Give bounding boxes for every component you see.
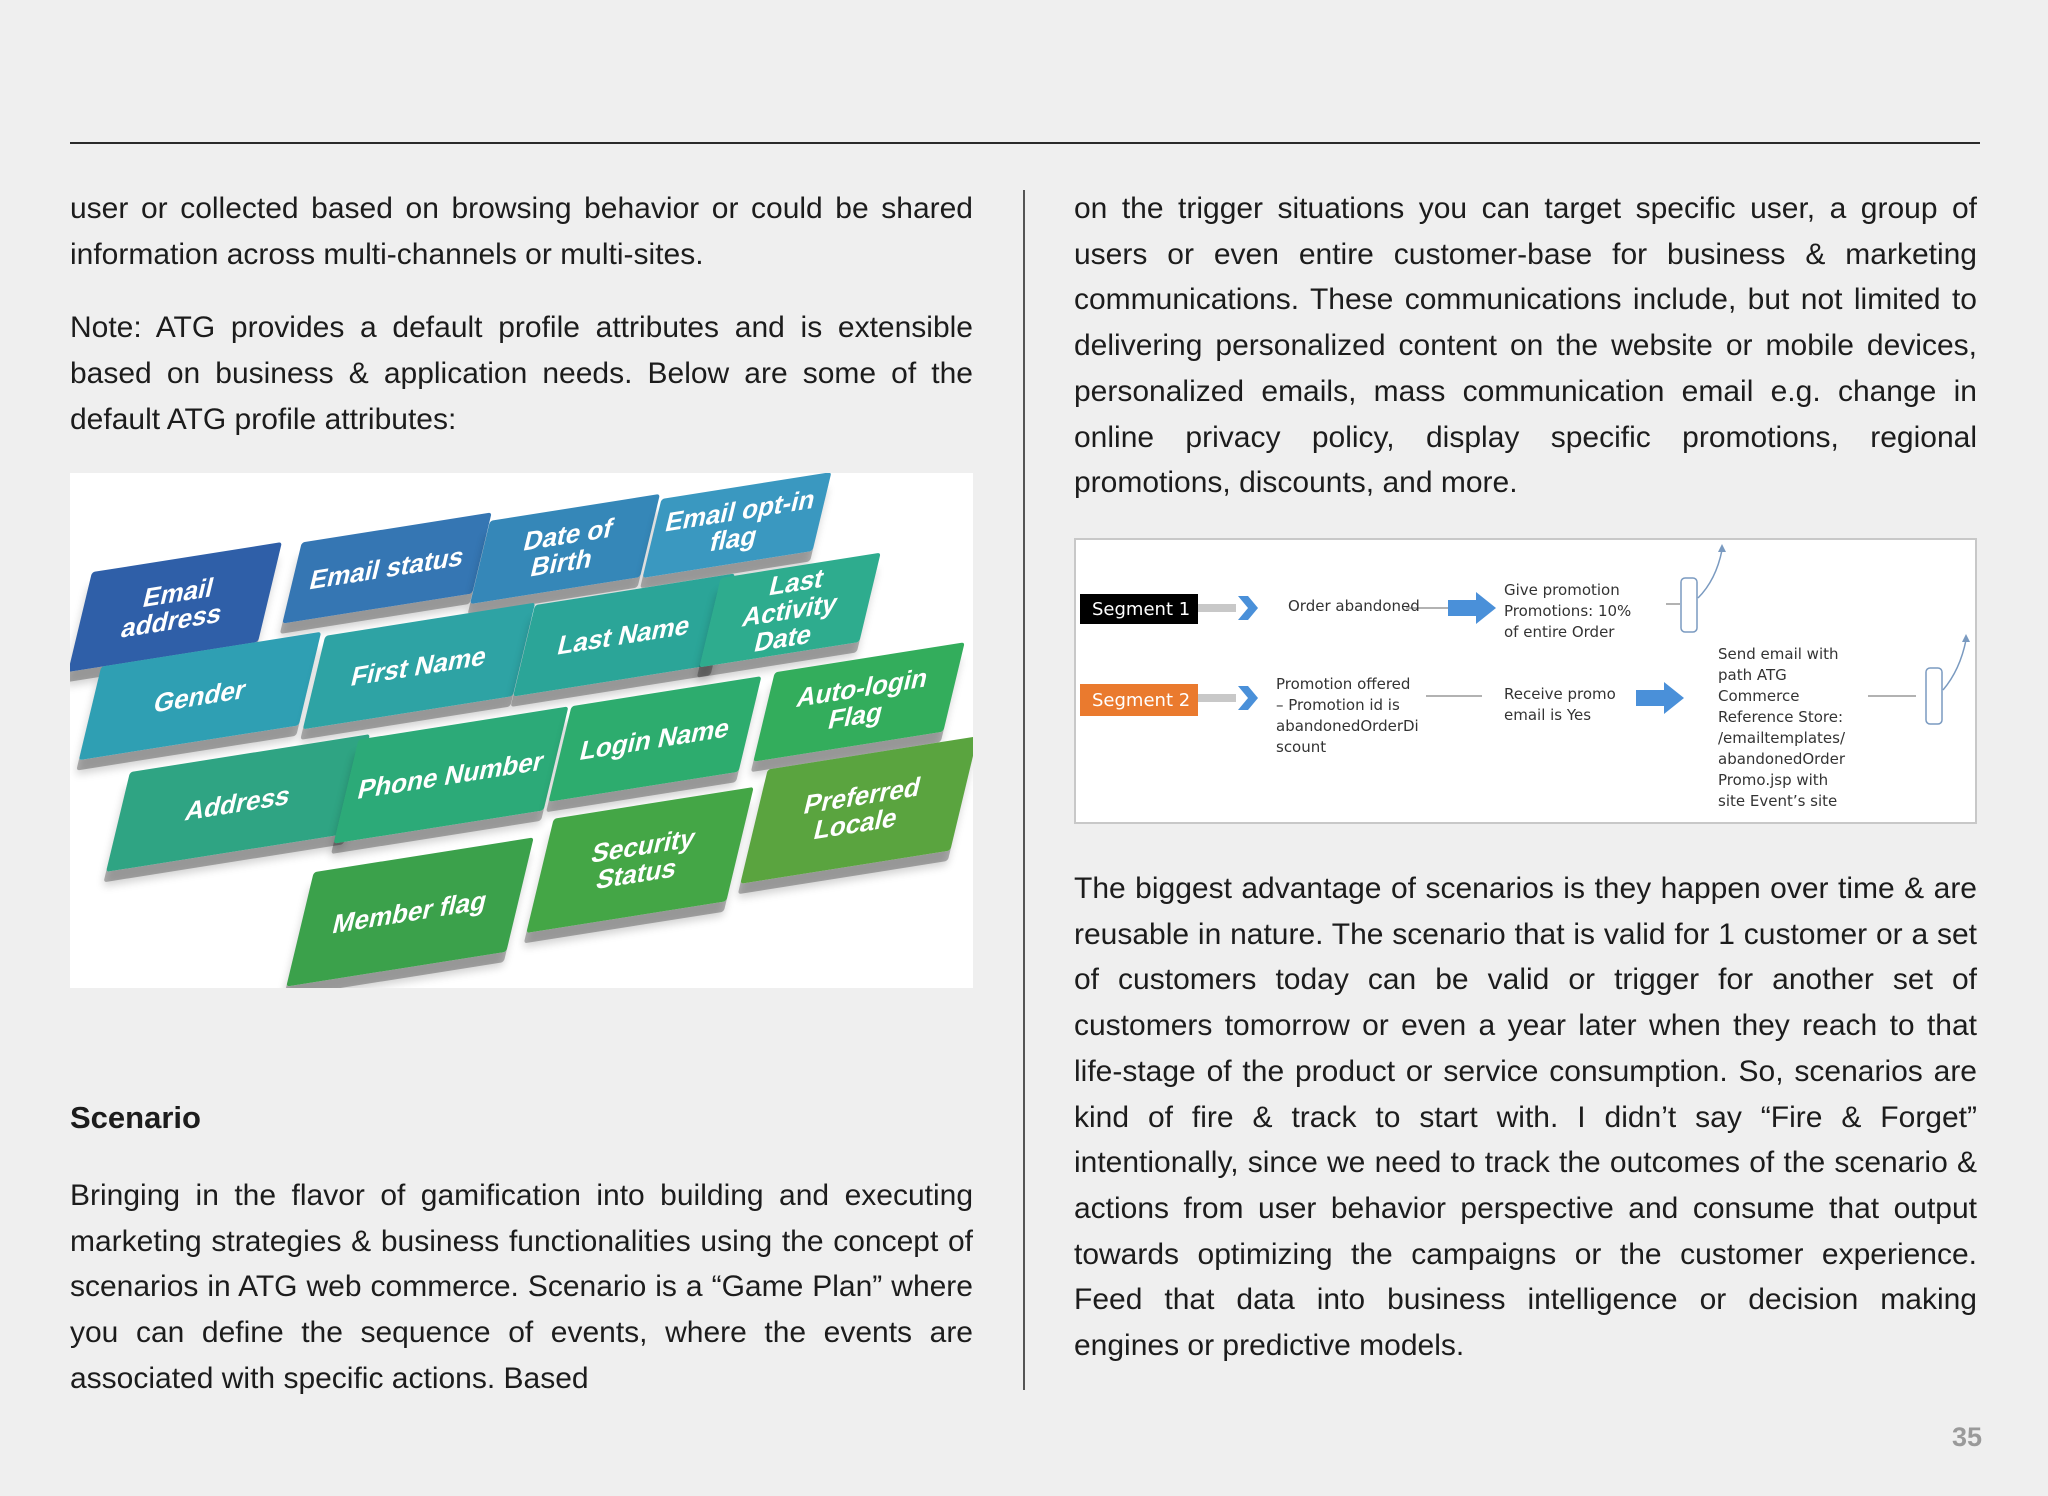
profile-attribute-tile: Address [106, 734, 370, 872]
segment2-chevron-icon [1238, 686, 1258, 710]
profile-attribute-tile: Member flag [286, 837, 533, 986]
scenario-paragraph: Bringing in the flavor of gamification into building and executing marketing strategies & business functionalities using the concept of scenarios in ATG web commerce. Scenario is a “Game Plan” where you can define the sequence of events, where the events are associated with specific actions. Based [70, 1179, 973, 1395]
profile-attribute-tile: Preferred Locale [740, 736, 973, 884]
segment2-event-line: – Promotion id is [1276, 696, 1400, 714]
profile-attribute-tile: Phone Number [334, 706, 569, 843]
segment1-exit-arrow [1718, 544, 1726, 552]
segment2-action [1718, 644, 1845, 812]
segment2-end-box [1926, 668, 1942, 724]
segment2-condition-line: Receive promo [1504, 685, 1616, 703]
segment1-action-line: Promotions: 10% [1504, 602, 1632, 620]
segment2-action-line: Reference Store: [1718, 708, 1844, 726]
right-paragraph-2: The biggest advantage of scenarios is they happen over time & are reusable in nature. The scenario that is valid for 1 customer or a set of customers today can be valid or trigger for another set of customers tomorrow or even a year later when they reach to that life-stage of the product or service consumption. So, scenarios are kind of fire & track to start with. I didn’t say “Fire & Forget” intentionally, since we need to track the outcomes of the scenario & actions from user behavior perspective and consume that output towards optimizing the campaigns or the customer experience. Feed that data into business intelligence or decision making engines or predictive models. [1074, 872, 1977, 1363]
segment2-exit-line [1943, 640, 1966, 690]
segment1-action [1504, 580, 1631, 643]
segment1-event: Order abandoned [1288, 597, 1420, 615]
profile-attribute-tile: Email status [282, 512, 491, 623]
profile-attribute-tile: Login Name [549, 676, 762, 802]
left-paragraph-1: user or collected based on browsing behavior or could be shared information across multi-channels or multi-sites. [70, 192, 973, 271]
scenario-section [70, 1173, 973, 1402]
segment2-action-line: path ATG [1718, 666, 1787, 684]
segment2-event [1276, 674, 1419, 758]
right-paragraph-1: on the trigger situations you can target specific user, a group of users or even entire customer-base for business & marketing communications. These communications include, but not limited to delivering personalized content on the website or mobile devices, personalized emails, mass communication email e.g. change in online privacy policy, display specific promotions, regional promotions, discounts, and more. [1074, 192, 1977, 500]
profile-attribute-tile: Last Activity Date [699, 553, 880, 668]
right-column [1074, 186, 1977, 506]
profile-attributes-figure [70, 473, 973, 988]
profile-attribute-tile: Email opt-in flag [643, 473, 832, 578]
segment2-action-line: Commerce [1718, 687, 1800, 705]
profile-attribute-tile: Email address [70, 542, 282, 672]
segment2-event-line: scount [1276, 738, 1327, 756]
profile-attribute-tile: Date of Birth [470, 494, 660, 604]
segment2-action-line: site Event’s site [1718, 792, 1838, 810]
segment1-connector [1196, 604, 1236, 612]
segment2-label: Segment 2 [1080, 684, 1198, 716]
segment1-chevron-icon [1238, 596, 1258, 620]
segment2-condition [1504, 684, 1616, 726]
profile-attribute-tile: Gender [79, 632, 321, 760]
segment2-condition-line: email is Yes [1504, 706, 1592, 724]
left-paragraph-note: Note: ATG provides a default profile attributes and is extensible based on business & application needs. Below are some of the default ATG profile attributes: [70, 311, 973, 436]
segment2-action-line: Send email with [1718, 645, 1839, 663]
segment1-action-line: of entire Order [1504, 623, 1615, 641]
segment2-action-line: Promo.jsp with [1718, 771, 1829, 789]
header-rule [70, 142, 1980, 144]
segment2-action-line: /emailtemplates/ [1718, 729, 1846, 747]
left-column [70, 186, 973, 443]
column-divider [1023, 190, 1025, 1390]
right-column-lower [1074, 866, 1977, 1369]
profile-attribute-tile: Security Status [526, 787, 753, 933]
segment2-exit-arrow [1962, 634, 1970, 642]
segment2-event-line: Promotion offered [1276, 675, 1411, 693]
tiles-plane [70, 473, 973, 988]
segment1-action-line: Give promotion [1504, 581, 1620, 599]
segment1-exit-line [1698, 550, 1722, 598]
segment-flow-diagram [1074, 538, 1977, 824]
profile-attribute-tile: Last Name [513, 573, 735, 696]
segment1-action-arrow [1448, 592, 1496, 624]
segment1-label: Segment 1 [1080, 594, 1198, 624]
segment1-end-box [1681, 578, 1697, 632]
profile-attribute-tile: First Name [303, 603, 535, 730]
profile-attribute-tile: Auto-login Flag [753, 642, 964, 761]
scenario-heading: Scenario [70, 1100, 201, 1135]
segment2-event-line: abandonedOrderDi [1276, 717, 1419, 735]
segment2-action-arrow [1636, 682, 1684, 714]
segment2-action-line: abandonedOrder [1718, 750, 1845, 768]
page-number: 35 [1951, 1422, 1982, 1452]
segment2-connector [1196, 694, 1236, 702]
